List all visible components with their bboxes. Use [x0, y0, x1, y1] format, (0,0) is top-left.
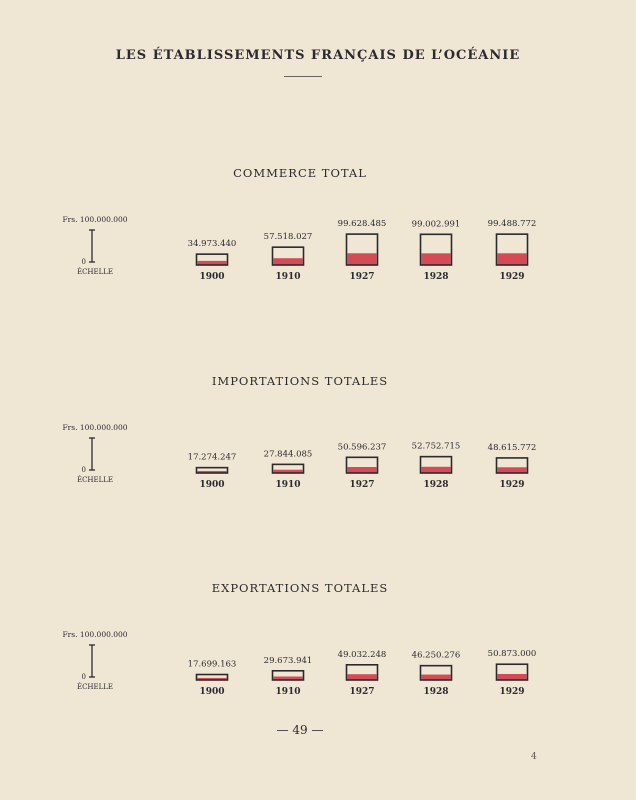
bar-fill — [274, 258, 303, 265]
year-label: 1928 — [423, 480, 449, 490]
data-label: 99.628.485 — [337, 219, 387, 230]
chart-title-exportations: EXPORTATIONS TOTALES — [211, 581, 389, 595]
scale-max-label: Frs. 100.000.000 — [62, 423, 128, 432]
scale-legend — [62, 215, 127, 276]
year-label: 1910 — [275, 272, 301, 282]
data-label: 99.488.772 — [487, 219, 537, 230]
year-label: 1927 — [349, 272, 375, 282]
bar-group — [412, 442, 461, 490]
chart-importations-totales — [0, 418, 636, 538]
scale-zero-label: 0 — [81, 258, 86, 266]
page-title: LES ÉTABLISSEMENTS FRANÇAIS DE L’OCÉANIE — [115, 48, 521, 63]
year-label: 1928 — [423, 272, 449, 282]
year-label: 1910 — [275, 687, 301, 697]
data-label: 57.518.027 — [263, 232, 313, 243]
chart-title-commerce: COMMERCE TOTAL — [233, 166, 367, 180]
data-label: 48.615.772 — [487, 442, 537, 453]
bar-group — [188, 239, 237, 282]
corner-mark: 4 — [531, 752, 537, 762]
bar-group — [338, 650, 387, 697]
year-label: 1929 — [499, 687, 525, 697]
bar-group — [412, 651, 461, 697]
bar-fill — [348, 467, 377, 473]
year-label: 1910 — [275, 480, 301, 490]
scale-caption: ÉCHELLE — [76, 683, 114, 691]
year-label: 1927 — [349, 687, 375, 697]
year-label: 1927 — [349, 480, 375, 490]
data-label: 50.873.000 — [487, 649, 537, 660]
scale-caption: ÉCHELLE — [76, 268, 114, 276]
data-label: 50.596.237 — [337, 442, 387, 453]
scale-legend — [62, 423, 127, 484]
bar-fill — [348, 253, 377, 265]
bar-group — [488, 649, 537, 697]
bar-fill — [498, 253, 527, 265]
year-label: 1900 — [199, 480, 225, 490]
scale-zero-label: 0 — [81, 466, 86, 474]
bar-fill — [422, 675, 451, 680]
year-label: 1929 — [499, 480, 525, 490]
scale-max-label: Frs. 100.000.000 — [62, 630, 128, 639]
bar-group — [264, 449, 313, 490]
data-label: 49.032.248 — [337, 649, 387, 660]
data-label: 46.250.276 — [411, 650, 461, 661]
bar-fill — [422, 253, 451, 265]
bar-fill — [498, 674, 527, 680]
bar-group — [412, 219, 461, 282]
scale-max-label: Frs. 100.000.000 — [62, 215, 128, 224]
scale-zero-label: 0 — [81, 673, 86, 681]
title-divider — [284, 76, 322, 77]
bar-group — [264, 656, 313, 697]
data-label: 52.752.715 — [411, 441, 461, 452]
bar-group — [188, 660, 237, 697]
chart-commerce-total — [0, 210, 636, 330]
data-label: 99.002.991 — [411, 219, 461, 230]
bar-group — [488, 443, 537, 490]
bar-fill — [348, 674, 377, 680]
year-label: 1929 — [499, 272, 525, 282]
scale-legend — [62, 630, 127, 691]
data-label: 27.844.085 — [263, 449, 313, 460]
data-label: 34.973.440 — [187, 239, 237, 250]
bar-fill — [422, 467, 451, 473]
data-label: 17.699.163 — [187, 659, 237, 670]
data-label: 29.673.941 — [263, 655, 313, 666]
data-label: 17.274.247 — [187, 452, 237, 463]
bar-group — [338, 219, 387, 282]
page-number: — 49 — — [276, 723, 324, 737]
year-label: 1900 — [199, 687, 225, 697]
bar-group — [338, 442, 387, 490]
year-label: 1900 — [199, 272, 225, 282]
scale-caption: ÉCHELLE — [76, 476, 114, 484]
year-label: 1928 — [423, 687, 449, 697]
bar-fill — [498, 467, 527, 473]
bar-group — [264, 232, 313, 282]
chart-title-importations: IMPORTATIONS TOTALES — [211, 374, 389, 388]
bar-group — [488, 219, 537, 282]
bar-group — [188, 453, 237, 490]
